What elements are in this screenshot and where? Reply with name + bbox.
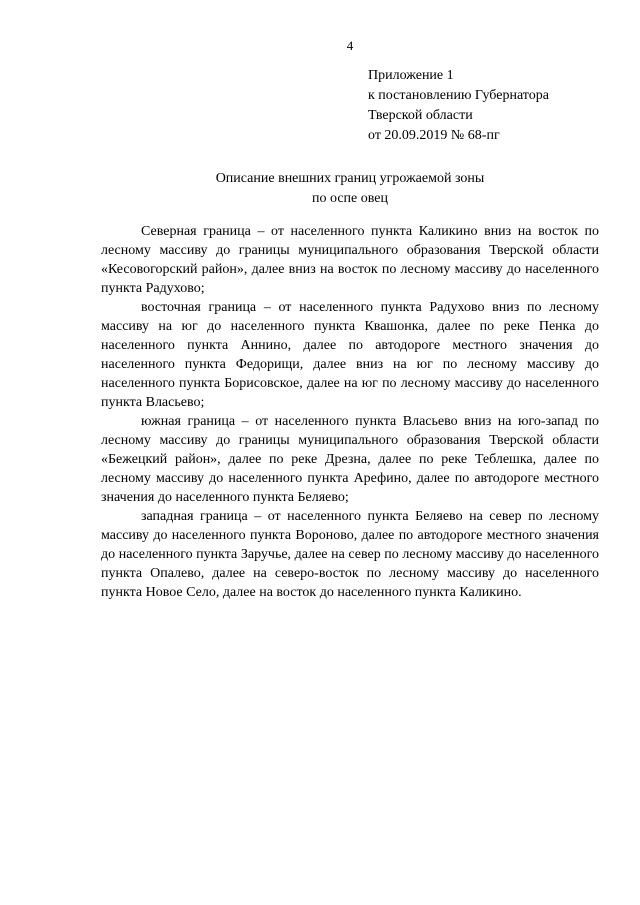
appendix-line: к постановлению Губернатора [368, 88, 549, 103]
title-line: по оспе овец [312, 191, 388, 206]
boundary-east-paragraph: восточная граница – от населенного пункта Радухово вниз по лесному массиву на юг до населенного пункта Квашонка, далее по реке Пенка до населенного пункта Аннино, далее по автодороге местного значения до населенного пункта Федорищи, далее вниз на юг по лесному массиву до населенного пункта Борисовское, далее на юг по лесному массиву до населенного пункта Власьево; [101, 300, 599, 410]
appendix-line: Тверской области [368, 108, 473, 123]
appendix-date-number: от 20.09.2019 № 68-пг [368, 128, 500, 143]
title-line: Описание внешних границ угрожаемой зоны [215, 171, 485, 186]
page-number: 4 [346, 38, 354, 53]
appendix-header [368, 66, 549, 146]
boundary-west-paragraph: западная граница – от населенного пункта Беляево на север по лесному массиву до населенного пункта Вороново, далее по автодороге местного значения до населенного пункта Заручье, далее на север по лесному массиву до населенного пункта Опалево, далее на северо-восток по лесному массиву до населенного пункта Новое Село, далее на восток до населенного пункта Каликино. [101, 509, 599, 600]
document-title [100, 169, 600, 209]
appendix-line: Приложение 1 [368, 68, 454, 83]
document-body [101, 222, 599, 602]
boundary-north-paragraph: Северная граница – от населенного пункта Каликино вниз на восток по лесному массиву до границы муниципального образования Тверской области «Кесовогорский район», далее вниз на восток по лесному массиву до населенного пункта Радухово; [101, 224, 599, 296]
boundary-south-paragraph: южная граница – от населенного пункта Власьево вниз на юго-запад по лесному массиву до границы муниципального образования Тверской области «Бежецкий район», далее по реке Дрезна, далее по реке Теблешка, далее по лесному массиву до населенного пункта Арефино, далее по автодороге местного значения до населенного пункта Беляево; [101, 414, 599, 505]
